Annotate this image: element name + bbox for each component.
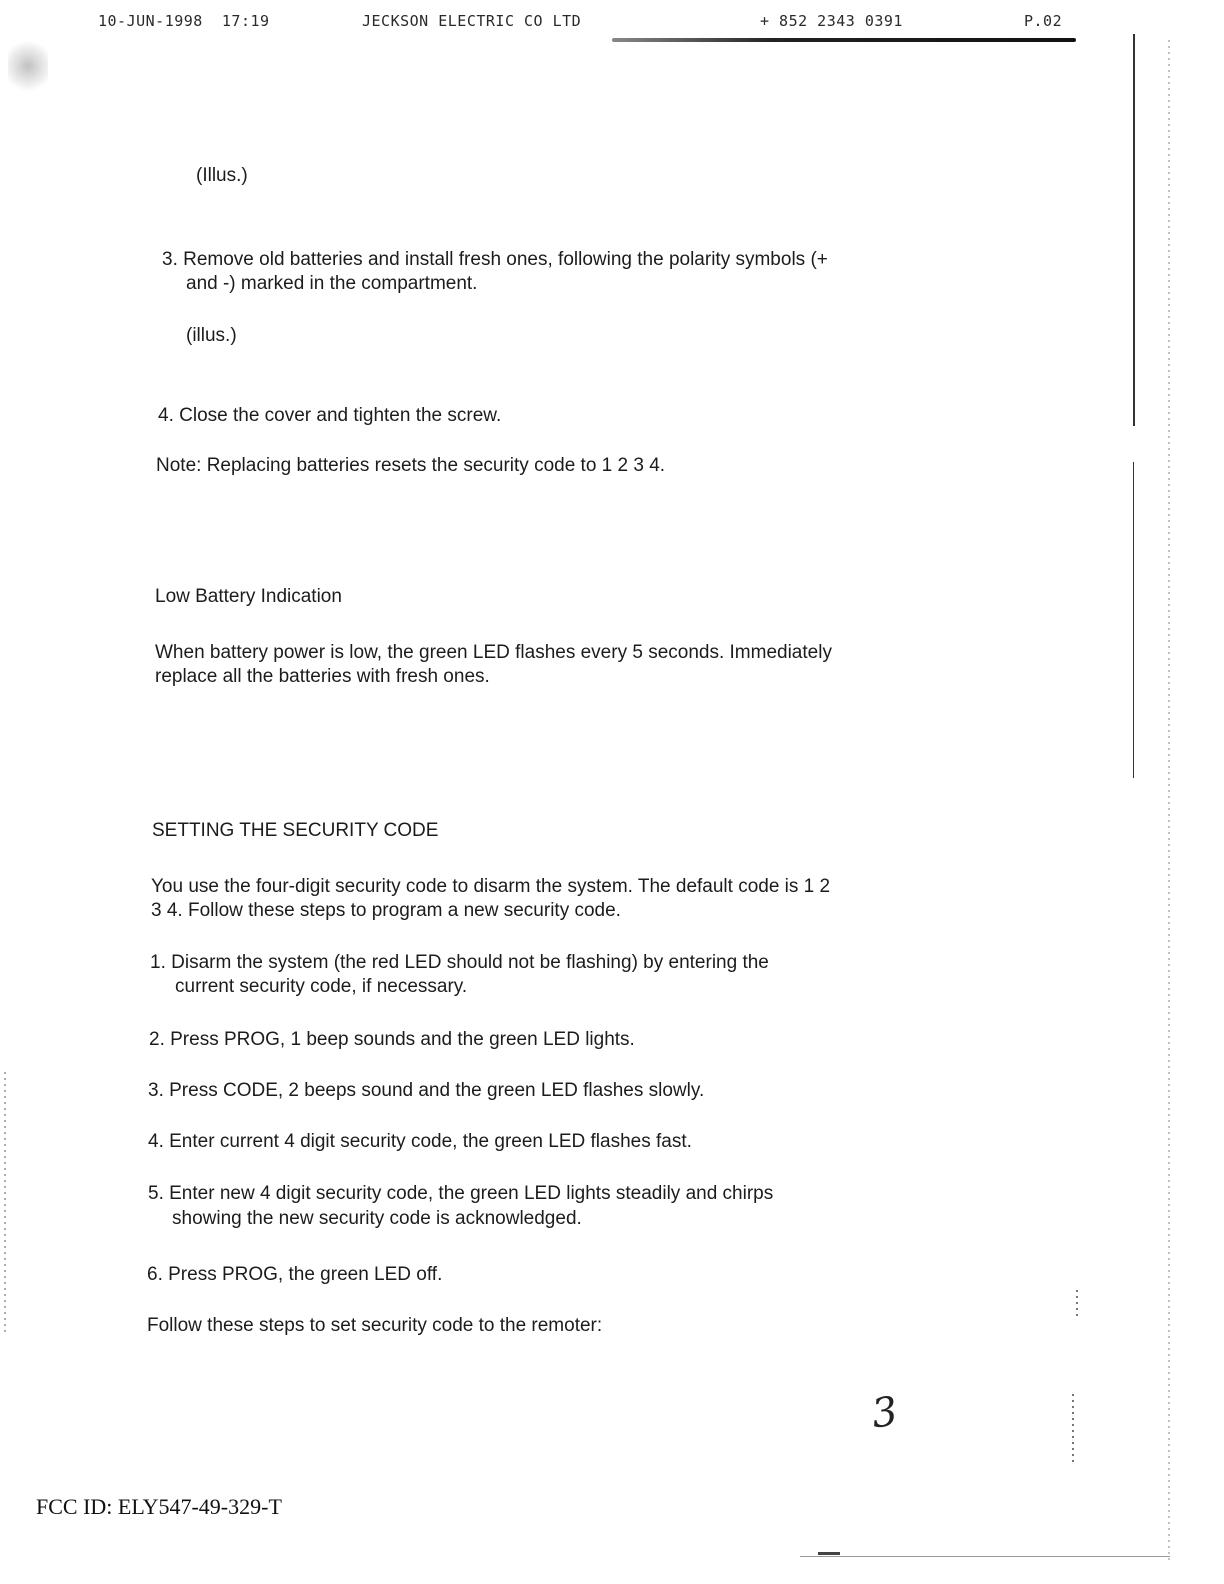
fax-page: P.02 [1024, 12, 1063, 30]
low-battery-text-line-2: replace all the batteries with fresh ones. [155, 666, 490, 687]
step-4: 4. Close the cover and tighten the screw. [158, 405, 502, 426]
security-step-3: 3. Press CODE, 2 beeps sound and the green LED flashes slowly. [148, 1080, 705, 1101]
fax-time-value: 17:19 [221, 12, 270, 30]
scan-edge-line-upper [1133, 34, 1135, 426]
security-intro-line-2: 3 4. Follow these steps to program a new security code. [151, 900, 621, 921]
security-code-heading: SETTING THE SECURITY CODE [152, 820, 439, 841]
security-step-1-line-2: current security code, if necessary. [175, 976, 468, 997]
illustration-placeholder-1: (Illus.) [196, 165, 248, 186]
scan-speckle-left [4, 1072, 6, 1332]
handwritten-page-number: 3 [868, 1388, 901, 1438]
fcc-id: FCC ID: ELY547-49-329-T [36, 1494, 282, 1519]
security-step-5-line-2: showing the new security code is acknowledged. [172, 1208, 582, 1229]
header-rule [612, 38, 1076, 42]
scan-speckle-mark-1 [1076, 1290, 1078, 1320]
security-step-5-line-1: 5. Enter new 4 digit security code, the green LED lights steadily and chirps [148, 1183, 774, 1204]
step-3-line-1: 3. Remove old batteries and install fresh ones, following the polarity symbols (+ [162, 249, 828, 270]
security-step-1-line-1: 1. Disarm the system (the red LED should not be flashing) by entering the [150, 952, 769, 973]
illustration-placeholder-2: (illus.) [186, 325, 237, 346]
remoter-instructions: Follow these steps to set security code to the remoter: [147, 1315, 603, 1336]
fax-sender: JECKSON ELECTRIC CO LTD [362, 12, 582, 30]
security-step-6: 6. Press PROG, the green LED off. [147, 1264, 443, 1285]
fax-date [98, 12, 270, 30]
scan-smudge [8, 36, 48, 96]
battery-note: Note: Replacing batteries resets the security code to 1 2 3 4. [156, 455, 666, 476]
security-step-2: 2. Press PROG, 1 beep sounds and the green LED lights. [149, 1029, 635, 1050]
low-battery-text-line-1: When battery power is low, the green LED flashes every 5 seconds. Immediately [155, 642, 832, 663]
security-step-4: 4. Enter current 4 digit security code, the green LED flashes fast. [148, 1131, 692, 1152]
step-3-line-2: and -) marked in the compartment. [186, 273, 478, 294]
scan-speckle-mark-2 [1072, 1394, 1074, 1462]
fax-date-value: 10-JUN-1998 [98, 12, 203, 30]
low-battery-heading: Low Battery Indication [155, 586, 342, 607]
bottom-rule [800, 1556, 1170, 1557]
scan-speckle-right [1168, 40, 1170, 1560]
fax-phone: + 852 2343 0391 [760, 12, 903, 30]
security-intro-line-1: You use the four-digit security code to disarm the system. The default code is 1 2 [151, 876, 831, 897]
bottom-tick [818, 1552, 840, 1555]
scan-edge-line-lower [1133, 462, 1134, 778]
